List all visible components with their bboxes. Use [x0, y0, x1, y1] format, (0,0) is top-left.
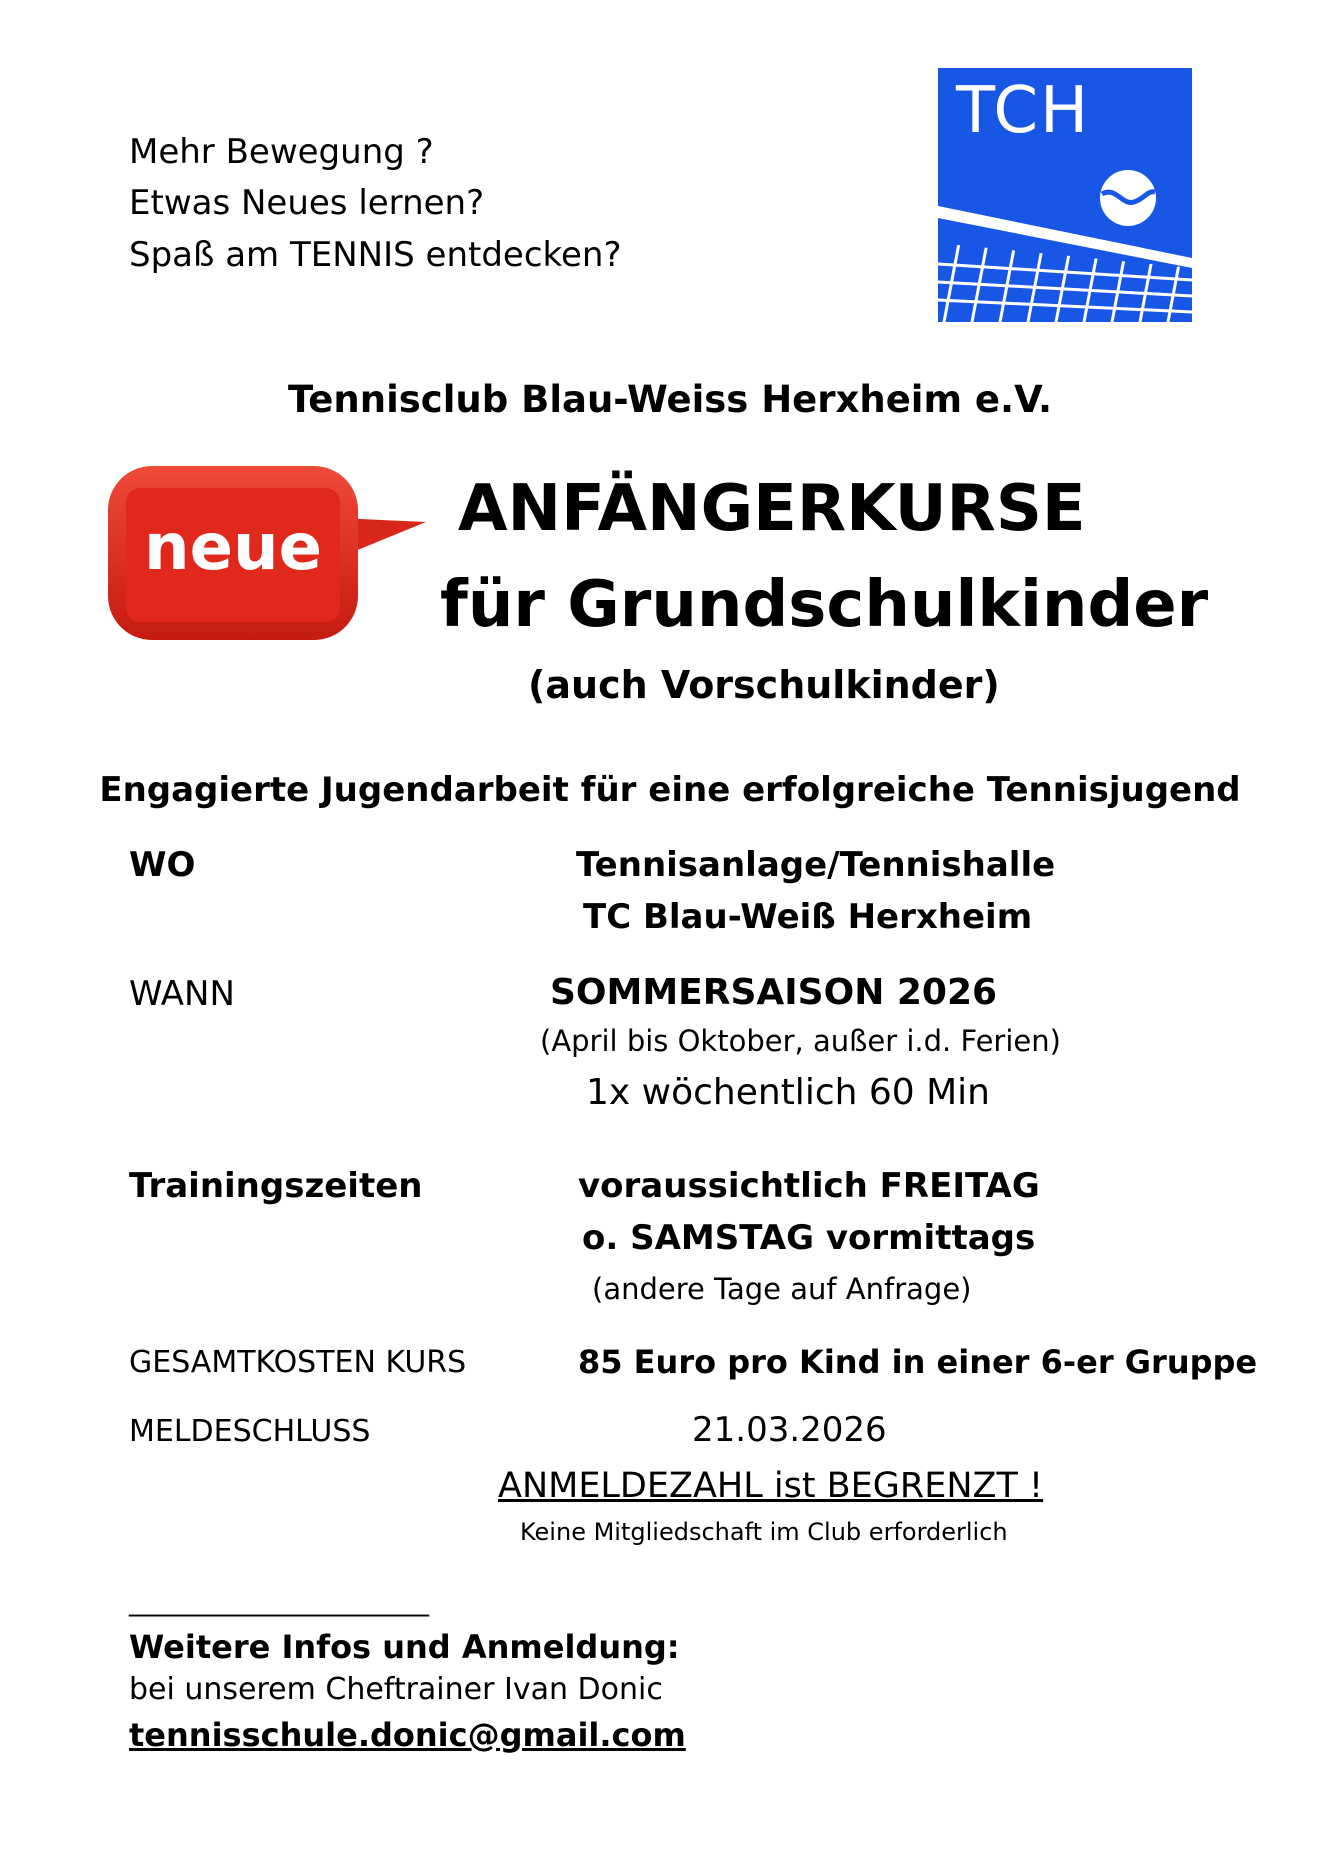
contact-email-link[interactable]: tennisschule.donic@gmail.com [129, 1716, 686, 1754]
times-line-1: voraussichtlich FREITAG [578, 1166, 1040, 1206]
logo-text: TCH [956, 74, 1091, 148]
headline-note: (auch Vorschulkinder) [528, 663, 1000, 707]
limited-notice: ANMELDEZAHL ist BEGRENZT ! [498, 1466, 1044, 1506]
separator-line: _______________________ [129, 1584, 428, 1617]
deadline-label: MELDESCHLUSS [129, 1414, 371, 1449]
where-label: WO [129, 845, 196, 885]
neue-badge [108, 466, 428, 640]
cost-label: GESAMTKOSTEN KURS [129, 1345, 467, 1380]
badge-text: neue [144, 511, 322, 585]
when-months: (April bis Oktober, außer i.d. Ferien) [540, 1024, 1061, 1058]
headline-subtitle: für Grundschulkinder [440, 568, 1209, 642]
when-frequency: 1x wöchentlich 60 Min [586, 1072, 990, 1113]
contact-text: bei unserem Cheftrainer Ivan Donic [129, 1672, 663, 1707]
times-line-2: o. SAMSTAG vormittags [582, 1218, 1036, 1258]
cost-value: 85 Euro pro Kind in einer 6-er Gruppe [578, 1343, 1258, 1381]
intro-line-1: Mehr Bewegung ? [129, 132, 434, 172]
intro-line-2: Etwas Neues lernen? [129, 183, 485, 223]
membership-note: Keine Mitgliedschaft im Club erforderlich [520, 1518, 1008, 1546]
contact-heading: Weitere Infos und Anmeldung: [129, 1628, 680, 1666]
times-label: Trainingszeiten [129, 1166, 423, 1206]
tagline: Engagierte Jugendarbeit für eine erfolgreiche Tennisjugend [99, 770, 1241, 810]
when-season: SOMMERSAISON 2026 [550, 972, 998, 1013]
times-line-3: (andere Tage auf Anfrage) [592, 1272, 972, 1306]
club-name: Tennisclub Blau-Weiss Herxheim e.V. [287, 378, 1052, 421]
club-logo [938, 68, 1192, 322]
where-line-1: Tennisanlage/Tennishalle [576, 845, 1056, 885]
when-label: WANN [129, 974, 235, 1014]
intro-line-3: Spaß am TENNIS entdecken? [129, 235, 622, 275]
where-line-2: TC Blau-Weiß Herxheim [583, 897, 1033, 937]
headline-title: ANFÄNGERKURSE [458, 472, 1086, 546]
deadline-value: 21.03.2026 [692, 1410, 887, 1450]
